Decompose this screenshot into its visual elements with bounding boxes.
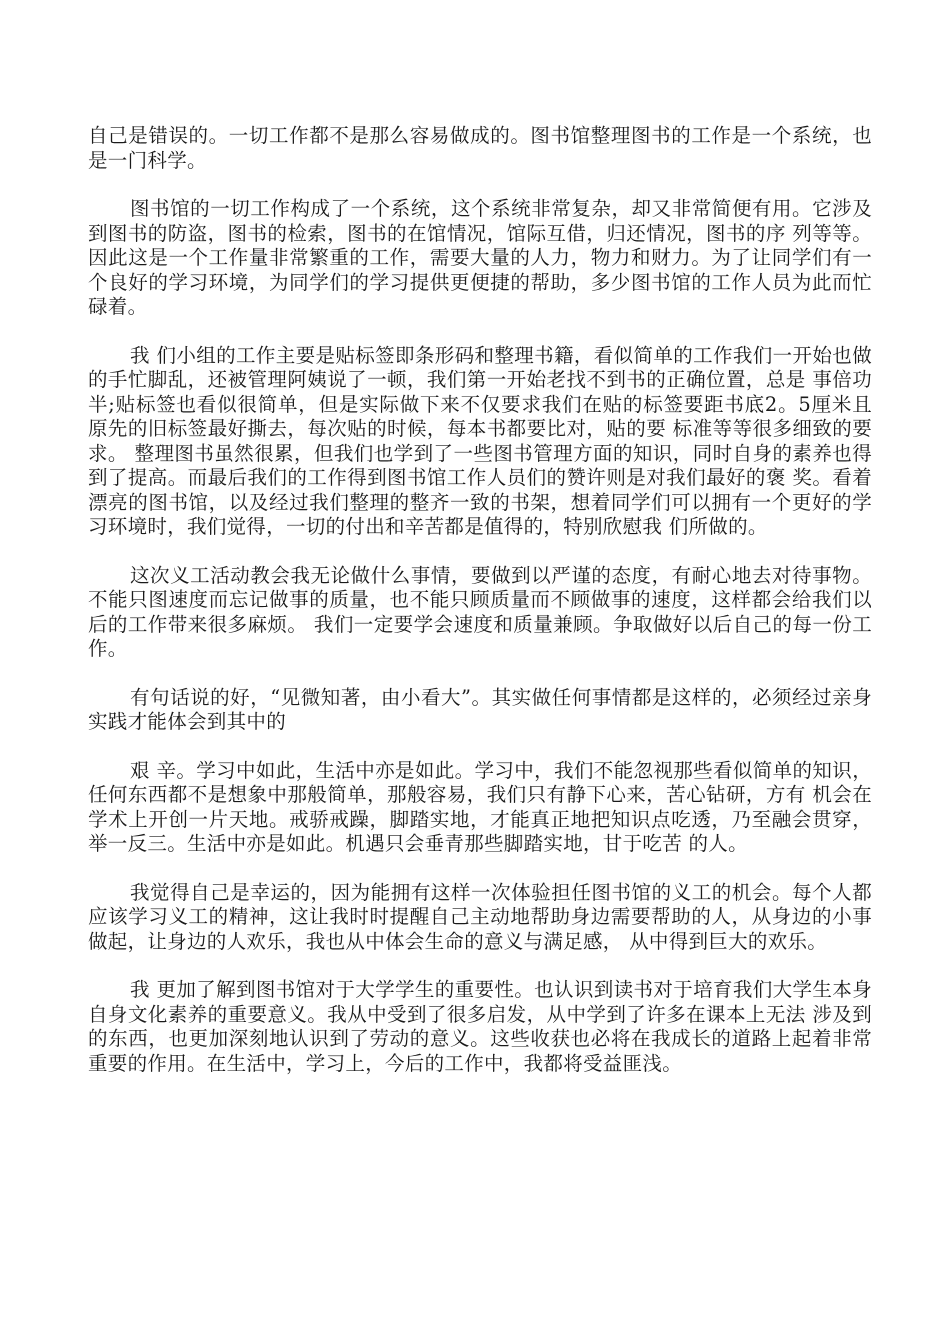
paragraph-2: 图书馆的一切工作构成了一个系统，这个系统非常复杂，却又非常简便有用。它涉及到图书的防盗，图书的检索，图书的在馆情况，馆际互借，归还情况，图书的序 列等等。因此这是一个工作量非常繁重的工作，需要大量的人力，物力和财力。为了让同学们有一个良好的学习环境，为同学们的学习提供更便捷的帮助，多少图书馆的工作人员为此而忙碌着。	[88, 197, 872, 318]
document-body	[88, 124, 872, 1100]
paragraph-4: 这次义工活动教会我无论做什么事情，要做到以严谨的态度，有耐心地去对待事物。不能只图速度而忘记做事的质量，也不能只顾质量而不顾做事的速度，这样都会给我们以后的工作带来很多麻烦。 我们一定要学会速度和质量兼顾。争取做好以后自己的每一份工作。	[88, 563, 872, 660]
paragraph-5: 有句话说的好，“见微知著，由小看大”。其实做任何事情都是这样的，必须经过亲身实践才能体会到其中的	[88, 685, 872, 733]
paragraph-8: 我 更加了解到图书馆对于大学学生的重要性。也认识到读书对于培育我们大学生本身自身文化素养的重要意义。我从中受到了很多启发，从中学到了许多在课本上无法 涉及到的东西，也更加深刻地认识到了劳动的意义。这些收获也必将在我成长的道路上起着非常重要的作用。在生活中，学习上，今后的工作中，我都将受益匪浅。	[88, 978, 872, 1075]
paragraph-1: 自己是错误的。一切工作都不是那么容易做成的。图书馆整理图书的工作是一个系统，也是一门科学。	[88, 124, 872, 172]
paragraph-3: 我 们小组的工作主要是贴标签即条形码和整理书籍，看似简单的工作我们一开始也做的手忙脚乱，还被管理阿姨说了一顿，我们第一开始老找不到书的正确位置，总是 事倍功半;贴标签也看似很简单，但是实际做下来不仅要求我们在贴的标签要距书底2。5厘米且原先的旧标签最好撕去，每次贴的时候，每本书都要比对，贴的要 标准等等很多细致的要求。 整理图书虽然很累，但我们也学到了一些图书管理方面的知识，同时自身的素养也得到了提高。而最后我们的工作得到图书馆工作人员们的赞许则是对我们最好的褒 奖。看着漂亮的图书馆，以及经过我们整理的整齐一致的书架，想着同学们可以拥有一个更好的学习环境时，我们觉得，一切的付出和辛苦都是值得的，特别欣慰我 们所做的。	[88, 343, 872, 538]
paragraph-6: 艰 辛。学习中如此，生活中亦是如此。学习中，我们不能忽视那些看似简单的知识，任何东西都不是想象中那般简单，那般容易，我们只有静下心来，苦心钻研，方有 机会在学术上开创一片天地。戒骄戒躁，脚踏实地，才能真正地把知识点吃透，乃至融会贯穿，举一反三。生活中亦是如此。机遇只会垂青那些脚踏实地，甘于吃苦 的人。	[88, 758, 872, 855]
paragraph-7: 我觉得自己是幸运的，因为能拥有这样一次体验担任图书馆的义工的机会。每个人都应该学习义工的精神，这让我时时提醒自己主动地帮助身边需要帮助的人，从身边的小事做起，让身边的人欢乐，我也从中体会生命的意义与满足感， 从中得到巨大的欢乐。	[88, 880, 872, 953]
